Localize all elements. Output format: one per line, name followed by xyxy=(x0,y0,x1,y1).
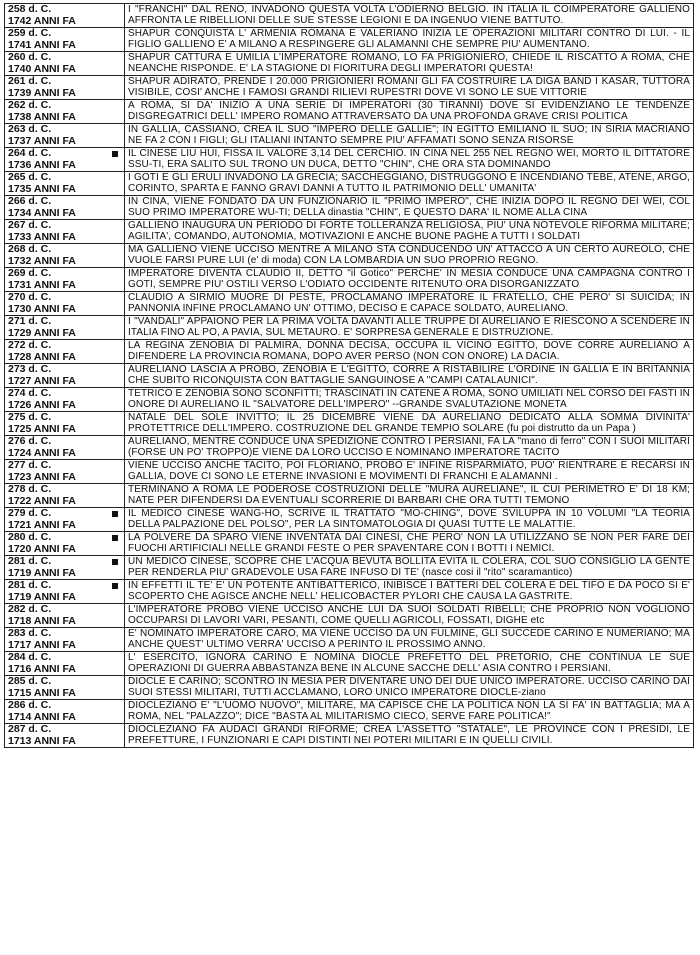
years-ago-label: 1721 ANNI FA xyxy=(8,518,76,531)
timeline-row xyxy=(5,364,694,388)
event-text: I GOTI E GLI ERULI INVADONO LA GRECIA; SACCHEGGIANO, DISTRUGGONO E INCENDIANO TEBE, ATENE, ARGO, CORINTO, SPARTA E FANNO GRAVI DANNI A TUTTO IL PATRIMONIO DELL' UMANITA' xyxy=(125,172,694,196)
date-cell xyxy=(5,292,125,316)
timeline-row xyxy=(5,484,694,508)
year-label: 261 d. C. xyxy=(8,75,52,87)
event-text: IL MEDICO CINESE WANG-HO, SCRIVE IL TRATTATO "MO-CHING", DOVE SVILUPPA IN 10 VOLUMI "LA TEORIA DELLA PALPAZIONE DEL POLSO", PER LA SINTOMATOLOGIA DI QUASI TUTTE LE MALATTIE. xyxy=(125,508,694,532)
year-label: 259 d. C. xyxy=(8,27,52,39)
event-text: IN EFFETTI IL TE' E' UN POTENTE ANTIBATTERICO, INIBISCE I BATTERI DEL COLERA E DEL TIFO E DA POCO SI E' SCOPERTO CHE AGISCE ANCHE NELL' HELICOBACTER PYLORI CHE CAUSA LA GASTRITE. xyxy=(125,580,694,604)
date-cell xyxy=(5,700,125,724)
event-text: LA REGINA ZENOBIA DI PALMIRA, DONNA DECISA, OCCUPA IL VICINO EGITTO, DOVE CORRE AURELIANO A DIFENDERE LA PROVINCIA ROMANA, DOPO AVER PERSO (NON CON ONORE) LA DACIA. xyxy=(125,340,694,364)
event-text: DIOCLE E CARINO; SCONTRO IN MESIA PER DIVENTARE UNO DEI DUE UNICO IMPERATORE. UCCISO CARINO DAI SUOI STESSI MILITARI, TUTTI ACCLAMANO, LORO UNICO IMPERATORE DIOCLE-ziano xyxy=(125,676,694,700)
date-cell xyxy=(5,412,125,436)
date-cell xyxy=(5,340,125,364)
years-ago-label: 1729 ANNI FA xyxy=(8,326,76,339)
year-label: 269 d. C. xyxy=(8,267,52,279)
timeline-row xyxy=(5,244,694,268)
event-text: I "FRANCHI" DAL RENO, INVADONO QUESTA VOLTA L'ODIERNO BELGIO. IN ITALIA IL COIMPERATORE GALLIENO AFFRONTA LE RIBELLIONI DELLE SUE STESSE LEGIONI E DA INGENUO VIENE BATTUTO. xyxy=(125,4,694,28)
years-ago-label: 1736 ANNI FA xyxy=(8,158,76,171)
square-marker-icon xyxy=(112,535,118,541)
year-label: 258 d. C. xyxy=(8,3,52,15)
date-cell xyxy=(5,124,125,148)
date-cell xyxy=(5,76,125,100)
event-text: UN MEDICO CINESE, SCOPRE CHE L'ACQUA BEVUTA BOLLITA EVITA IL COLERA, COL SUO CONSIGLIO LA GENTE PER RENDERLA PIU' GRADEVOLE USA FARE INFUSO DI TE' (nasce cosi il "rito" scaramantico) xyxy=(125,556,694,580)
timeline-row xyxy=(5,412,694,436)
event-text: SHAPUR CATTURA E UMILIA L'IMPERATORE ROMANO, LO FA PRIGIONIERO, CHIEDE IL RISCATTO A ROMA, CHE NEANCHE RISPONDE. E' LA STAGIONE DI FIORITURA DEGLI IMPERATORI QUESTA! xyxy=(125,52,694,76)
years-ago-label: 1730 ANNI FA xyxy=(8,302,76,315)
date-cell xyxy=(5,724,125,748)
date-cell xyxy=(5,244,125,268)
timeline-row xyxy=(5,292,694,316)
event-text: SHAPUR CONQUISTA L' ARMENIA ROMANA E VALERIANO INIZIA LE OPERAZIONI MILITARI CONTRO DI LUI. - IL FIGLIO GALLIENO E' A MILANO A RESPINGERE GLI ALAMANNI CHE SEMPRE PIU' AUMENTANO. xyxy=(125,28,694,52)
years-ago-label: 1726 ANNI FA xyxy=(8,398,76,411)
years-ago-label: 1733 ANNI FA xyxy=(8,230,76,243)
event-text: DIOCLEZIANO FA AUDACI GRANDI RIFORME; CREA L'ASSETTO "STATALE", LE PROVINCE CON I PRESIDI, LE PREFETTURE, I FUNZIONARI E CAPI DISTINTI NEI POTERI MILITARI E IN QUELLI CIVILI. xyxy=(125,724,694,748)
year-label: 273 d. C. xyxy=(8,363,52,375)
year-label: 283 d. C. xyxy=(8,627,52,639)
event-text: L' ESERCITO, IGNORA CARINO E NOMINA DIOCLE PREFETTO DEL PRETORIO, CHE CONTINUA LE SUE OPERAZIONI DI GUERRA ABBASTANZA BENE IN ALCUNE SACCHE DELL' ASIA CONTRO I PERSIANI. xyxy=(125,652,694,676)
timeline-row xyxy=(5,220,694,244)
date-cell xyxy=(5,316,125,340)
date-cell xyxy=(5,28,125,52)
years-ago-label: 1725 ANNI FA xyxy=(8,422,76,435)
year-label: 277 d. C. xyxy=(8,459,52,471)
event-text: VIENE UCCISO ANCHE TACITO, POI FLORIANO, PROBO E' INFINE RISPARMIATO, PUO' RIENTRARE E RECARSI IN GALLIA, DOVE CI SONO LE ETERNE INVASIONI E MOVIMENTI DI FRANCHI E ALAMANNI . xyxy=(125,460,694,484)
year-label: 278 d. C. xyxy=(8,483,52,495)
year-label: 286 d. C. xyxy=(8,699,52,711)
year-label: 274 d. C. xyxy=(8,387,52,399)
date-cell xyxy=(5,148,125,172)
timeline-row xyxy=(5,508,694,532)
date-cell xyxy=(5,364,125,388)
year-label: 262 d. C. xyxy=(8,99,52,111)
year-label: 279 d. C. xyxy=(8,507,52,519)
timeline-row xyxy=(5,604,694,628)
year-label: 276 d. C. xyxy=(8,435,52,447)
timeline-row xyxy=(5,196,694,220)
date-cell xyxy=(5,508,125,532)
timeline-row xyxy=(5,340,694,364)
timeline-row xyxy=(5,532,694,556)
years-ago-label: 1727 ANNI FA xyxy=(8,374,76,387)
event-text: DIOCLEZIANO E' "L'UOMO NUOVO", MILITARE, MA CAPISCE CHE LA POLITICA NON LA SI FA' IN BATTAGLIA; MA A ROMA, NEL "PALAZZO"; DICE "BASTA AL MILITARISMO CIECO, SERVE FARE POLITICA!" xyxy=(125,700,694,724)
timeline-row xyxy=(5,580,694,604)
years-ago-label: 1738 ANNI FA xyxy=(8,110,76,123)
timeline-row xyxy=(5,388,694,412)
years-ago-label: 1715 ANNI FA xyxy=(8,686,76,699)
event-text: I "VANDALI" APPAIONO PER LA PRIMA VOLTA DAVANTI ALLE TRUPPE DI AURELIANO E RIESCONO A SCENDERE IN ITALIA FINO AL PO, A PAVIA, SUL METAURO. E' SORPRESA GENERALE E DISTRUZIONE. xyxy=(125,316,694,340)
timeline-row xyxy=(5,28,694,52)
years-ago-label: 1722 ANNI FA xyxy=(8,494,76,507)
date-cell xyxy=(5,676,125,700)
year-label: 282 d. C. xyxy=(8,603,52,615)
years-ago-label: 1741 ANNI FA xyxy=(8,38,76,51)
year-label: 287 d. C. xyxy=(8,723,52,735)
event-text: TERMINANO A ROMA LE PODEROSE COSTRUZIONI DELLE "MURA AURELIANE", IL CUI PERIMETRO E' DI 18 KM; NATE PER DIFENDERSI DA EVENTUALI SCORRERIE DI BARBARI CHE ORA TUTTI TEMONO xyxy=(125,484,694,508)
year-label: 264 d. C. xyxy=(8,147,52,159)
event-text: L'IMPERATORE PROBO VIENE UCCISO ANCHE LUI DA SUOI SOLDATI RIBELLI; CHE PROPRIO NON VOGLIONO OCCUPARSI DI LAVORI VARI, PESANTI, COME QUELLI AGRICOLI, FOSSATI, DIGHE etc xyxy=(125,604,694,628)
year-label: 260 d. C. xyxy=(8,51,52,63)
event-text: NATALE DEL SOLE INVITTO; IL 25 DICEMBRE VIENE DA AURELIANO DEDICATO ALLA SOMMA DIVINITA' PROTETTRICE DELL'IMPERO. COSTRUZIONE DEL GRANDE TEMPIO SOLARE (fu poi distrutto da un Papa ) xyxy=(125,412,694,436)
date-cell xyxy=(5,388,125,412)
years-ago-label: 1717 ANNI FA xyxy=(8,638,76,651)
timeline-rows xyxy=(5,4,694,748)
timeline-row xyxy=(5,100,694,124)
years-ago-label: 1719 ANNI FA xyxy=(8,590,76,603)
date-cell xyxy=(5,196,125,220)
year-label: 272 d. C. xyxy=(8,339,52,351)
date-cell xyxy=(5,460,125,484)
event-text: A ROMA, SI DA' INIZIO A UNA SERIE DI IMPERATORI (30 TIRANNI) DOVE SI EVIDENZIANO LE TENDENZE DISGREGATRICI DELL' IMPERO ROMANO ATTRAVERSATO DA UNA PROFONDA GRAVE CRISI POLITICA xyxy=(125,100,694,124)
date-cell xyxy=(5,580,125,604)
year-label: 285 d. C. xyxy=(8,675,52,687)
date-cell xyxy=(5,220,125,244)
years-ago-label: 1728 ANNI FA xyxy=(8,350,76,363)
event-text: IL CINESE LIU HUI, FISSA IL VALORE 3,14 DEL CERCHIO. IN CINA NEL 255 NEL REGNO WEI, MORTO IL DITTATORE SSU-TI, ERA SALITO SUL TRONO UN DUCA, DETTO "CHIN", CHE ORA STA DOMINANDO xyxy=(125,148,694,172)
event-text: IN CINA, VIENE FONDATO DA UN FUNZIONARIO IL "PRIMO IMPERO", CHE INIZIA DOPO IL REGNO DEI WEI, COL SUO PRIMO IMPERATORE WU-TI; DELLA dinastia "CHIN", E QUESTO DARA' IL NOME ALLA CINA xyxy=(125,196,694,220)
event-text: LA POLVERE DA SPARO VIENE INVENTATA DAI CINESI, CHE PERO' NON LA UTILIZZANO SE NON PER FARE DEI FUOCHI ARTIFICIALI NELLE GRANDI FESTE O PER SPAVENTARE CON I BOTTI I NEMICI. xyxy=(125,532,694,556)
year-label: 275 d. C. xyxy=(8,411,52,423)
date-cell xyxy=(5,436,125,460)
years-ago-label: 1716 ANNI FA xyxy=(8,662,76,675)
timeline-row xyxy=(5,676,694,700)
year-label: 266 d. C. xyxy=(8,195,52,207)
years-ago-label: 1724 ANNI FA xyxy=(8,446,76,459)
timeline-row xyxy=(5,652,694,676)
date-cell xyxy=(5,604,125,628)
square-marker-icon xyxy=(112,151,118,157)
event-text: E' NOMINATO IMPERATORE CARO, MA VIENE UCCISO DA UN FULMINE, GLI SUCCEDE CARINO E NUMERIANO; MA ANCHE QUEST' ULTIMO VERRA' UCCISO A PERINTO IL PROSSIMO ANNO. xyxy=(125,628,694,652)
year-label: 281 d. C. xyxy=(8,579,52,591)
date-cell xyxy=(5,532,125,556)
event-text: IN GALLIA, CASSIANO, CREA IL SUO "IMPERO DELLE GALLIE"; IN EGITTO EMILIANO IL SUO; IN SIRIA MACRIANO NE FA 2 CON I FIGLI; GLI ITALIANI INTANTO SEMPRE PIU' AFFAMATI SONO SENZA RISORSE xyxy=(125,124,694,148)
year-label: 284 d. C. xyxy=(8,651,52,663)
timeline-row xyxy=(5,148,694,172)
timeline-row xyxy=(5,76,694,100)
years-ago-label: 1732 ANNI FA xyxy=(8,254,76,267)
timeline-row xyxy=(5,316,694,340)
years-ago-label: 1723 ANNI FA xyxy=(8,470,76,483)
year-label: 281 d. C. xyxy=(8,555,52,567)
year-label: 271 d. C. xyxy=(8,315,52,327)
date-cell xyxy=(5,652,125,676)
years-ago-label: 1719 ANNI FA xyxy=(8,566,76,579)
year-label: 267 d. C. xyxy=(8,219,52,231)
event-text: GALLIENO INAUGURA UN PERIODO DI FORTE TOLLERANZA RELIGIOSA, PIU' UNA NOTEVOLE RIFORMA MILITARE; AGILITA', COMANDO, AUTONOMIA, MOTIVAZIONI E ANCHE BUONE PAGHE A TUTTI I SOLDATI xyxy=(125,220,694,244)
timeline-row xyxy=(5,556,694,580)
years-ago-label: 1737 ANNI FA xyxy=(8,134,76,147)
date-cell xyxy=(5,100,125,124)
square-marker-icon xyxy=(112,511,118,517)
date-cell xyxy=(5,484,125,508)
event-text: TETRICO E ZENOBIA SONO SCONFITTI; TRASCINATI IN CATENE A ROMA, SONO UMILIATI NEL CORSO DEI FASTI IN ONORE DI AURELIANO IL "SALVATORE DELL'IMPERO" --GRANDE SVALUTAZIONE MONETA xyxy=(125,388,694,412)
date-cell xyxy=(5,628,125,652)
timeline-row xyxy=(5,436,694,460)
square-marker-icon xyxy=(112,583,118,589)
years-ago-label: 1735 ANNI FA xyxy=(8,182,76,195)
years-ago-label: 1740 ANNI FA xyxy=(8,62,76,75)
timeline-row xyxy=(5,52,694,76)
square-marker-icon xyxy=(112,559,118,565)
years-ago-label: 1739 ANNI FA xyxy=(8,86,76,99)
timeline-row xyxy=(5,4,694,28)
year-label: 268 d. C. xyxy=(8,243,52,255)
date-cell xyxy=(5,556,125,580)
timeline-row xyxy=(5,628,694,652)
years-ago-label: 1731 ANNI FA xyxy=(8,278,76,291)
event-text: AURELIANO LASCIA A PROBO, ZENOBIA E L'EGITTO, CORRE A RISTABILIRE L'ORDINE IN GALLIA E IN BRITANNIA CHE SUBITO RICONQUISTA CON BATTAGLIE SANGUINOSE A "CAMPI CATALAUNICI". xyxy=(125,364,694,388)
years-ago-label: 1734 ANNI FA xyxy=(8,206,76,219)
event-text: AURELIANO, MENTRE CONDUCE UNA SPEDIZIONE CONTRO I PERSIANI, FA LA "mano di ferro" CON I SUOI MILITARI (FORSE UN PO' TROPPO)E VIENE DA LORO UCCISO E NOMINANO IMPERATORE TACITO xyxy=(125,436,694,460)
date-cell xyxy=(5,52,125,76)
years-ago-label: 1714 ANNI FA xyxy=(8,710,76,723)
timeline-table xyxy=(4,3,694,748)
event-text: IMPERATORE DIVENTA CLAUDIO II, DETTO "il Gotico" PERCHE' IN MESIA CONDUCE UNA CAMPAGNA CONTRO I GOTI, SEMPRE PIU' OSTILI VERSO L'ODIATO OCCIDENTE RITENUTO ORA DISORGANIZZATO xyxy=(125,268,694,292)
timeline-row xyxy=(5,172,694,196)
year-label: 263 d. C. xyxy=(8,123,52,135)
event-text: CLAUDIO A SIRMIO MUORE DI PESTE, PROCLAMANO IMPERATORE IL FRATELLO, CHE PERO' SI SUICIDA; IN PANNONIA INFINE PROCLAMANO UN' OTTIMO, DECISO E CAPACE SOLDATO, AURELIANO. xyxy=(125,292,694,316)
years-ago-label: 1713 ANNI FA xyxy=(8,734,76,747)
year-label: 280 d. C. xyxy=(8,531,52,543)
date-cell xyxy=(5,4,125,28)
event-text: SHAPUR ADIRATO, PRENDE I 20.000 PRIGIONIERI ROMANI GLI FA COSTRUIRE LA DIGA BAND I KASAR, TUTTORA VISIBILE, COSI' ANCHE I FAMOSI GRANDI RILIEVI RUPESTRI DOVE VI SONO LE SUE VITTORIE xyxy=(125,76,694,100)
timeline-row xyxy=(5,700,694,724)
year-label: 265 d. C. xyxy=(8,171,52,183)
year-label: 270 d. C. xyxy=(8,291,52,303)
years-ago-label: 1742 ANNI FA xyxy=(8,14,76,27)
date-cell xyxy=(5,268,125,292)
years-ago-label: 1718 ANNI FA xyxy=(8,614,76,627)
event-text: MA GALLIENO VIENE UCCISO MENTRE A MILANO STA CONDUCENDO UN' ATTACCO A UN CERTO AUREOLO, CHE VUOLE FARSI PURE LUI (e' di moda) CON LA LOMBARDIA UN SUO PROPRIO REGNO. xyxy=(125,244,694,268)
date-cell xyxy=(5,172,125,196)
years-ago-label: 1720 ANNI FA xyxy=(8,542,76,555)
timeline-row xyxy=(5,124,694,148)
timeline-row xyxy=(5,460,694,484)
timeline-row xyxy=(5,268,694,292)
timeline-row xyxy=(5,724,694,748)
